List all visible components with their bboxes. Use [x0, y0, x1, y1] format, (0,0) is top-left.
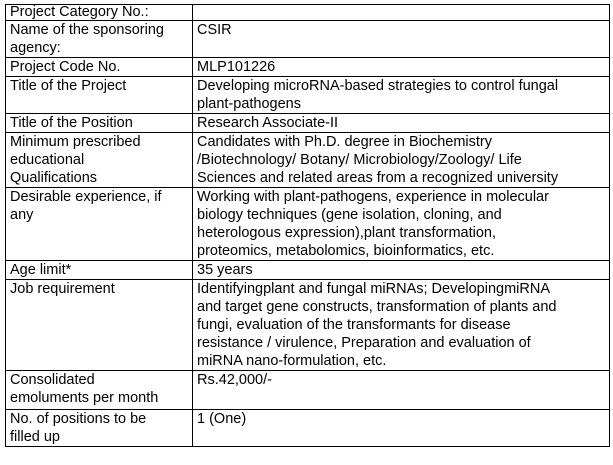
- field-label: No. of positions to be filled up: [6, 410, 193, 447]
- row-positions-count: [6, 410, 610, 447]
- row-project-category: [6, 5, 610, 21]
- field-label: Consolidated emoluments per month: [6, 371, 193, 410]
- field-value: [193, 5, 610, 21]
- field-label: Desirable experience, if any: [6, 188, 193, 261]
- row-age-limit: [6, 261, 610, 280]
- field-label: Name of the sponsoring agency:: [6, 21, 193, 58]
- field-value: Developing microRNA-based strategies to control fungal plant-pathogens: [193, 77, 610, 114]
- field-label: Project Category No.:: [6, 5, 193, 21]
- row-desirable-experience: [6, 188, 610, 261]
- field-value: Research Associate-II: [193, 114, 610, 133]
- job-details-table: [5, 4, 610, 447]
- field-value: Identifyingplant and fungal miRNAs; DevelopingmiRNA and target gene constructs, transformation of plants and fungi, evaluation of the transformants for disease resistance / virulence, Preparation and evaluation of miRNA nano-formulation, etc.: [193, 280, 610, 371]
- field-label: Project Code No.: [6, 58, 193, 77]
- field-label: Minimum prescribed educational Qualifications: [6, 133, 193, 188]
- field-value: Candidates with Ph.D. degree in Biochemistry /Biotechnology/ Botany/ Microbiology/Zoology/ Life Sciences and related areas from a recognized university: [193, 133, 610, 188]
- field-label: Title of the Position: [6, 114, 193, 133]
- field-label: Job requirement: [6, 280, 193, 371]
- row-qualifications: [6, 133, 610, 188]
- field-label: Age limit*: [6, 261, 193, 280]
- field-value: Rs.42,000/-: [193, 371, 610, 410]
- row-position-title: [6, 114, 610, 133]
- row-sponsoring-agency: [6, 21, 610, 58]
- field-value: 35 years: [193, 261, 610, 280]
- row-job-requirement: [6, 280, 610, 371]
- field-value: 1 (One): [193, 410, 610, 447]
- field-value: MLP101226: [193, 58, 610, 77]
- field-value: Working with plant-pathogens, experience in molecular biology techniques (gene isolation, cloning, and heterologous expression),plant transformation, proteomics, metabolomics, bioinformatics, etc.: [193, 188, 610, 261]
- row-emoluments: [6, 371, 610, 410]
- row-project-title: [6, 77, 610, 114]
- field-value: CSIR: [193, 21, 610, 58]
- field-label: Title of the Project: [6, 77, 193, 114]
- row-project-code: [6, 58, 610, 77]
